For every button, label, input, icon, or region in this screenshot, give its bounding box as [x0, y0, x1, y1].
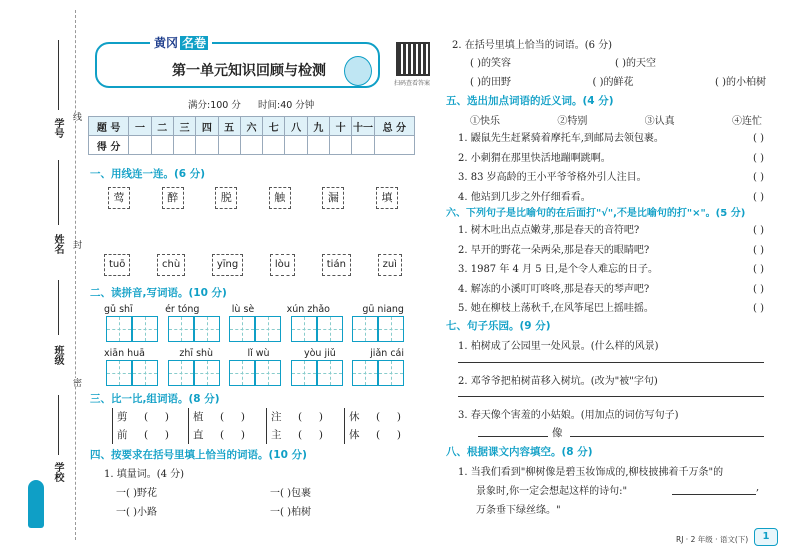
fill-item[interactable]: ( )的鲜花 [592, 77, 634, 88]
answer-paren[interactable]: ( ) [753, 225, 764, 236]
pinyin-label: xiān huā [104, 348, 145, 359]
s4-q2-row-2 [470, 73, 766, 88]
score-header-cell: 二 [151, 117, 173, 136]
score-header-label: 题 号 [89, 117, 129, 136]
s5-item-text: 3. 83 岁高龄的王小平爷爷格外引人注目。 [458, 172, 647, 183]
tian-cell[interactable] [168, 360, 194, 386]
compare-row[interactable]: 剪 ( ) [117, 411, 169, 423]
page-number: 1 [754, 528, 778, 546]
s6-list [458, 221, 764, 319]
s6-item [458, 260, 764, 280]
option-label: ④连忙 [731, 116, 762, 127]
s6-item [458, 280, 764, 300]
margin-label-school: 学校 [52, 462, 63, 482]
compare-group-2 [188, 408, 262, 444]
score-table-score-row [89, 136, 415, 155]
poem-answer-line[interactable] [672, 494, 756, 495]
cut-mark-mi: 密 [71, 378, 81, 387]
compare-group-1 [112, 408, 186, 444]
full-score: 满分:100 分 [188, 100, 241, 111]
score-header-cell: 六 [240, 117, 262, 136]
tian-pair [229, 316, 281, 345]
char-box[interactable]: 填 [376, 187, 398, 209]
score-header-cell: 三 [173, 117, 195, 136]
score-header-cell: 八 [285, 117, 307, 136]
measure-word-item[interactable]: 一( )小路 [116, 507, 157, 518]
s6-item [458, 221, 764, 241]
answer-line[interactable] [458, 362, 764, 363]
qr-caption: 扫码查看答案 [394, 80, 431, 87]
compare-row[interactable]: 注 ( ) [271, 411, 323, 423]
section-7-heading: 七、句子乐园。(9 分) [446, 320, 551, 332]
char-box[interactable]: 漏 [322, 187, 344, 209]
margin-line-name [58, 160, 59, 225]
char-box[interactable]: 触 [269, 187, 291, 209]
answer-paren[interactable]: ( ) [753, 244, 764, 256]
compare-char: 剪 [117, 411, 128, 423]
tian-cell[interactable] [255, 360, 281, 386]
section-3-heading: 三、比一比,组词语。(8 分) [90, 393, 220, 405]
score-header-cell: 七 [263, 117, 285, 136]
margin-line-student-id [58, 40, 59, 110]
score-input-cell[interactable] [173, 136, 195, 155]
tian-cell[interactable] [352, 360, 378, 386]
score-input-cell[interactable] [285, 136, 307, 155]
margin-line-school [58, 395, 59, 455]
section-6-heading: 六、下列句子是比喻句的在后面打"√",不是比喻句的打"×"。(5 分) [446, 208, 746, 219]
pinyin-label: lǐ wù [247, 348, 270, 359]
tian-cell[interactable] [255, 316, 281, 342]
score-header-cell: 四 [196, 117, 218, 136]
tian-cell[interactable] [194, 360, 220, 386]
fill-word-xiang: 像 [552, 427, 563, 439]
section-2-heading: 二、读拼音,写词语。(10 分) [90, 287, 227, 299]
tian-cell[interactable] [291, 316, 317, 342]
pinyin-label: xún zhǎo [286, 304, 330, 315]
tian-pair [352, 316, 404, 345]
tian-cell[interactable] [106, 316, 132, 342]
compare-char: 体 [349, 429, 360, 441]
answer-paren[interactable]: ( ) [753, 133, 764, 144]
margin-label-class: 班级 [52, 345, 63, 365]
compare-char: 主 [271, 429, 282, 441]
tian-pair [352, 360, 404, 389]
s5-item [458, 168, 764, 188]
margin-label-student-id: 学号 [52, 118, 63, 138]
score-table-header-row [89, 117, 415, 136]
fill-item[interactable]: ( )的小柏树 [715, 77, 766, 88]
section-5-heading: 五、选出加点词语的近义词。(4 分) [446, 95, 614, 107]
compare-row[interactable]: 体 ( ) [349, 429, 401, 441]
char-box-row [108, 187, 398, 209]
compare-group-4 [344, 408, 418, 444]
score-header-total: 总 分 [374, 117, 414, 136]
tian-cell[interactable] [378, 360, 404, 386]
mascot-pencil [28, 480, 44, 528]
option-label: ①快乐 [470, 116, 500, 127]
measure-word-item[interactable]: 一( )包裹 [270, 488, 311, 499]
score-input-cell[interactable] [263, 136, 285, 155]
option-label: ②特别 [557, 116, 588, 127]
tian-grid-row-2 [106, 360, 404, 389]
pinyin-box[interactable]: zuì [378, 254, 402, 276]
fill-item[interactable]: ( )的田野 [470, 77, 511, 88]
answer-line[interactable] [458, 396, 764, 397]
margin-line-class [58, 280, 59, 335]
s5-item [458, 149, 764, 169]
margin-label-name: 姓名 [52, 234, 63, 254]
s8-line-2-end: , [756, 482, 760, 493]
time-limit: 时间:40 分钟 [258, 100, 315, 111]
measure-word-item[interactable]: 一( )野花 [116, 488, 157, 499]
tian-cell[interactable] [168, 316, 194, 342]
s5-item-text: 4. 他站到几步之外仔细看看。 [458, 191, 591, 203]
score-input-cell[interactable] [240, 136, 262, 155]
s5-options [470, 112, 762, 127]
s8-line-3: 万条垂下绿丝绦。" [476, 505, 561, 516]
pinyin-box[interactable]: tuō [104, 254, 130, 276]
pinyin-label: jiǎn cái [370, 348, 404, 359]
score-input-cell[interactable] [129, 136, 151, 155]
s7-item-2: 2. 邓爷爷把柏树苗移入树坑。(改为"被"字句) [458, 376, 658, 387]
tian-pair [229, 360, 281, 389]
tian-grid-row-1 [106, 316, 404, 345]
tian-cell[interactable] [106, 360, 132, 386]
page-title: 第一单元知识回顾与检测 [172, 63, 326, 79]
tian-cell[interactable] [291, 360, 317, 386]
tian-pair [106, 360, 158, 389]
compare-group-3 [266, 408, 340, 444]
pinyin-box-row [104, 254, 402, 276]
fill-item[interactable]: ( )的天空 [615, 58, 656, 69]
answer-line[interactable] [570, 436, 764, 437]
pinyin-label: ér tóng [165, 304, 200, 315]
char-box[interactable]: 脱 [215, 187, 237, 209]
pinyin-box[interactable]: lòu [270, 254, 295, 276]
pinyin-box[interactable]: tián [322, 254, 351, 276]
pinyin-row-1 [104, 304, 404, 315]
answer-paren[interactable]: ( ) [753, 172, 764, 183]
pinyin-label: lù sè [231, 304, 255, 315]
compare-row[interactable]: 直 ( ) [193, 429, 245, 441]
tian-pair [168, 360, 220, 389]
score-header-cell: 十一 [352, 117, 374, 136]
s4-q2-label: 2. 在括号里填上恰当的词语。(6 分) [452, 40, 613, 51]
compare-char: 直 [193, 429, 204, 441]
answer-line[interactable] [478, 436, 548, 437]
score-header-cell: 五 [218, 117, 240, 136]
score-input-cell[interactable] [218, 136, 240, 155]
s6-item-text: 2. 早开的野花一朵两朵,那是春天的眼睛吧? [458, 244, 650, 256]
score-input-cell[interactable] [196, 136, 218, 155]
cut-mark-xian: 线 [71, 112, 81, 121]
pinyin-box[interactable]: yīng [212, 254, 243, 276]
s6-item-text: 4. 解冻的小溪叮叮咚咚,那是春天的琴声吧? [458, 283, 650, 295]
pinyin-row-2 [104, 348, 404, 359]
tian-cell[interactable] [229, 360, 255, 386]
compare-row[interactable]: 主 ( ) [271, 429, 323, 441]
tian-cell[interactable] [378, 316, 404, 342]
s6-item [458, 299, 764, 319]
answer-paren[interactable]: ( ) [753, 152, 764, 164]
tian-pair [291, 316, 343, 345]
section-1-heading: 一、用线连一连。(6 分) [90, 168, 206, 180]
s7-item-3: 3. 春天像个害羞的小姑娘。(用加点的词仿写句子) [458, 410, 679, 421]
s6-item [458, 241, 764, 261]
qr-code[interactable] [396, 42, 430, 76]
s8-line-2: 景象时,你一定会想起这样的诗句:" [476, 486, 628, 497]
section-8-heading: 八、根据课文内容填空。(8 分) [446, 446, 593, 458]
pinyin-label: gū niang [362, 304, 404, 315]
s8-line-1: 1. 当我们看到"柳树像是碧玉妆饰成的,柳枝披拂着千万条"的 [458, 467, 724, 478]
tian-pair [106, 316, 158, 345]
brand-logo-text-2: 名卷 [182, 36, 207, 50]
score-input-cell[interactable] [352, 136, 374, 155]
compare-char: 注 [271, 411, 282, 423]
brand-logo [150, 34, 212, 51]
compare-char: 植 [193, 411, 204, 423]
answer-paren[interactable]: ( ) [753, 264, 764, 275]
measure-word-item[interactable]: 一( )柏树 [270, 507, 311, 518]
mascot-rabbit [344, 56, 372, 86]
score-header-cell: 九 [307, 117, 329, 136]
answer-paren[interactable]: ( ) [753, 283, 764, 295]
compare-char: 休 [349, 411, 360, 423]
answer-paren[interactable]: ( ) [753, 303, 764, 314]
pinyin-label: gǔ shī [104, 304, 133, 315]
s5-list [458, 129, 764, 207]
tian-cell[interactable] [132, 360, 158, 386]
score-header-cell: 十 [330, 117, 352, 136]
tian-cell[interactable] [317, 360, 343, 386]
pinyin-box[interactable]: chù [157, 254, 185, 276]
char-box[interactable]: 莺 [108, 187, 130, 209]
s4-q1-label: 1. 填量词。(4 分) [104, 469, 185, 480]
binding-line [75, 10, 76, 540]
compare-row[interactable]: 休 ( ) [349, 411, 401, 423]
s5-item-text: 2. 小刺猬在那里快活地蹦啊跳啊。 [458, 152, 611, 164]
brand-logo-text: 黄冈 [154, 36, 179, 50]
s7-item-1: 1. 柏树成了公园里一处风景。(什么样的风景) [458, 341, 659, 352]
tian-cell[interactable] [194, 316, 220, 342]
score-input-cell[interactable] [330, 136, 352, 155]
score-header-cell: 一 [129, 117, 151, 136]
char-box[interactable]: 醉 [162, 187, 184, 209]
score-input-cell[interactable] [374, 136, 414, 155]
tian-pair [168, 316, 220, 345]
s4-q2-row-1 [470, 54, 760, 69]
tian-cell[interactable] [317, 316, 343, 342]
tian-cell[interactable] [352, 316, 378, 342]
tian-cell[interactable] [132, 316, 158, 342]
compare-row[interactable]: 前 ( ) [117, 429, 169, 441]
cut-mark-feng: 封 [71, 240, 81, 249]
score-table [88, 116, 415, 155]
option-label: ③认真 [644, 116, 675, 127]
pinyin-label: zhī shù [179, 348, 214, 359]
score-row-label: 得 分 [89, 136, 129, 155]
s6-item-text: 1. 树木吐出点点嫩芽,那是春天的音符吧? [458, 225, 640, 236]
s6-item-text: 3. 1987 年 4 月 5 日,是个令人难忘的日子。 [458, 264, 658, 275]
score-input-cell[interactable] [151, 136, 173, 155]
s5-item [458, 129, 764, 149]
score-input-cell[interactable] [307, 136, 329, 155]
s5-item-text: 1. 鼹鼠先生赶紧骑着摩托车,到邮局去领包裹。 [458, 133, 664, 144]
pinyin-label: yòu jiǔ [303, 348, 336, 359]
section-4-heading: 四、按要求在括号里填上恰当的词语。(10 分) [90, 449, 307, 461]
fill-item[interactable]: ( )的笑容 [470, 58, 511, 69]
tian-cell[interactable] [229, 316, 255, 342]
tian-pair [291, 360, 343, 389]
answer-paren[interactable]: ( ) [753, 191, 764, 203]
compare-char: 前 [117, 429, 128, 441]
compare-row[interactable]: 植 ( ) [193, 411, 245, 423]
s6-item-text: 5. 她在柳枝上荡秋千,在风筝尾巴上摇哇摇。 [458, 303, 654, 314]
edition-label: RJ · 2 年级 · 语文(下) [676, 535, 749, 544]
